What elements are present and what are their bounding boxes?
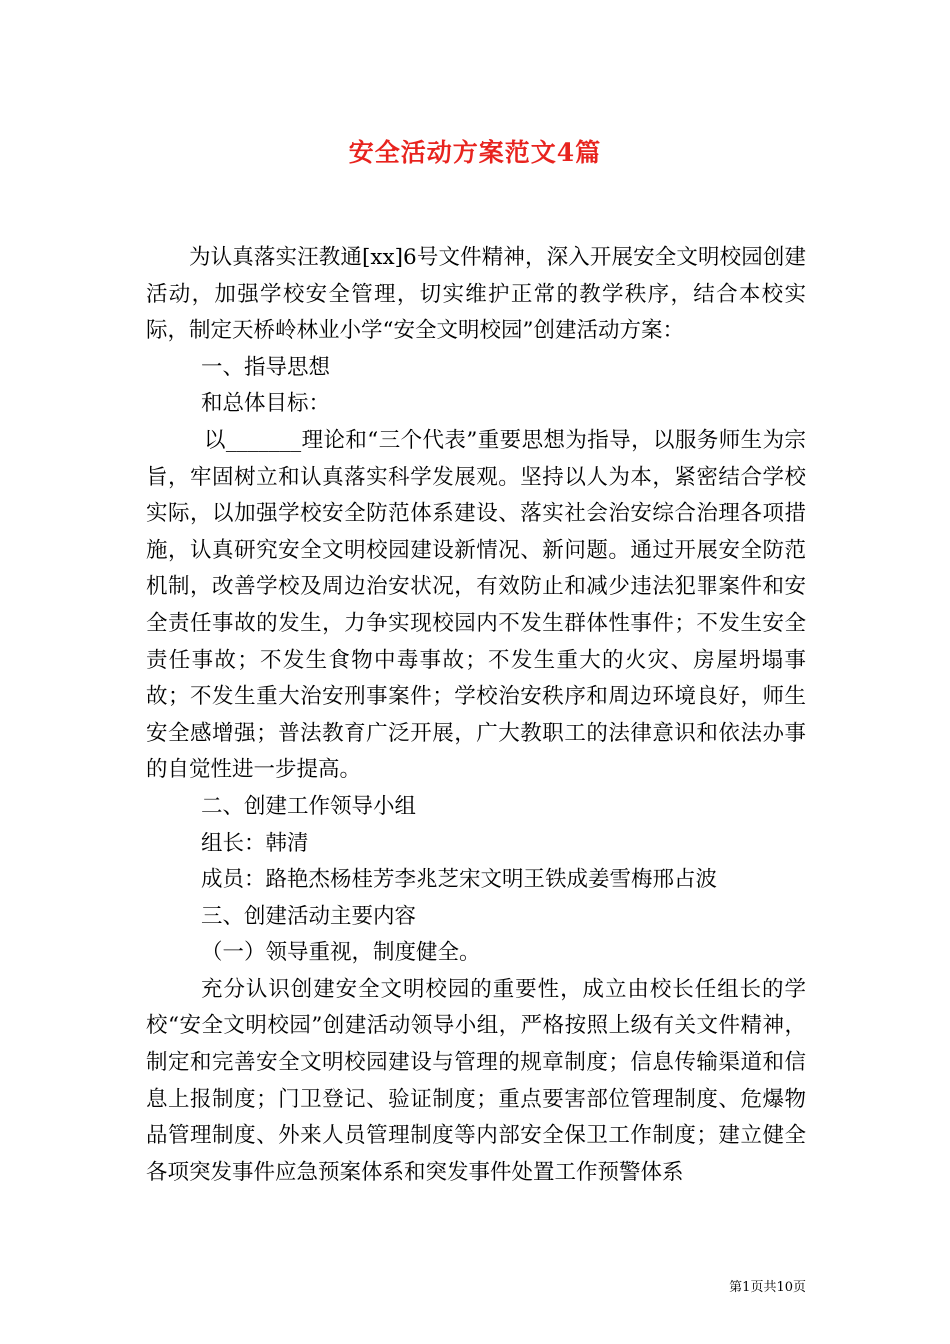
guiding-thought-paragraph: 以_______理论和“三个代表”重要思想为指导，以服务师生为宗旨，牢固树立和认真落实科学发展观。坚持以人为本，紧密结合学校实际，以加强学校安全防范体系建设、落实社会治安综合治理各项措施，认真研究安全文明校园建设新情况、新问题。通过开展安全防范机制，改善学校及周边治安状况，有效防止和减少违法犯罪案件和安全责任事故的发生，力争实现校园内不发生群体性事件；不发生安全责任事故；不发生食物中毒事故；不发生重大的火灾、房屋坍塌事故；不发生重大治安刑事案件；学校治安秩序和周边环境良好，师生安全感增强；普法教育广泛开展，广大教职工的法律意识和依法办事的自觉性进一步提高。 — [146, 427, 806, 783]
section-heading-main-content: 三、创建活动主要内容 — [201, 903, 417, 929]
group-members-line: 成员：路艳杰杨桂芳李兆芝宋文明王铁成姜雪梅邢占波 — [201, 867, 718, 893]
group-leader-line: 组长：韩清 — [201, 830, 309, 856]
intro-paragraph: 为认真落实汪教通[xx]6号文件精神，深入开展安全文明校园创建活动，加强学校安全管理，切实维护正常的教学秩序，结合本校实际，制定天桥岭林业小学“安全文明校园”创建活动方案： — [146, 245, 806, 344]
section-subheading-overall-goal: 和总体目标： — [201, 391, 331, 417]
leadership-paragraph: 充分认识创建安全文明校园的重要性，成立由校长任组长的学校“安全文明校园”创建活动领导小组，严格按照上级有关文件精神，制定和完善安全文明校园建设与管理的规章制度；信息传输渠道和信息上报制度；门卫登记、验证制度；重点要害部位管理制度、危爆物品管理制度、外来人员管理制度等内部安全保卫工作制度；建立健全各项突发事件应急预案体系和突发事件处置工作预警体系 — [146, 976, 806, 1185]
section-heading-guiding-thought: 一、指导思想 — [201, 354, 331, 380]
section-heading-leadership-group: 二、创建工作领导小组 — [201, 793, 417, 819]
subsection-heading-leadership: （一）领导重视，制度健全。 — [201, 940, 481, 966]
document-title: 安全活动方案范文4篇 — [348, 138, 602, 167]
page-number-footer: 第1页共10页 — [729, 1280, 806, 1295]
document-body — [146, 240, 806, 1191]
